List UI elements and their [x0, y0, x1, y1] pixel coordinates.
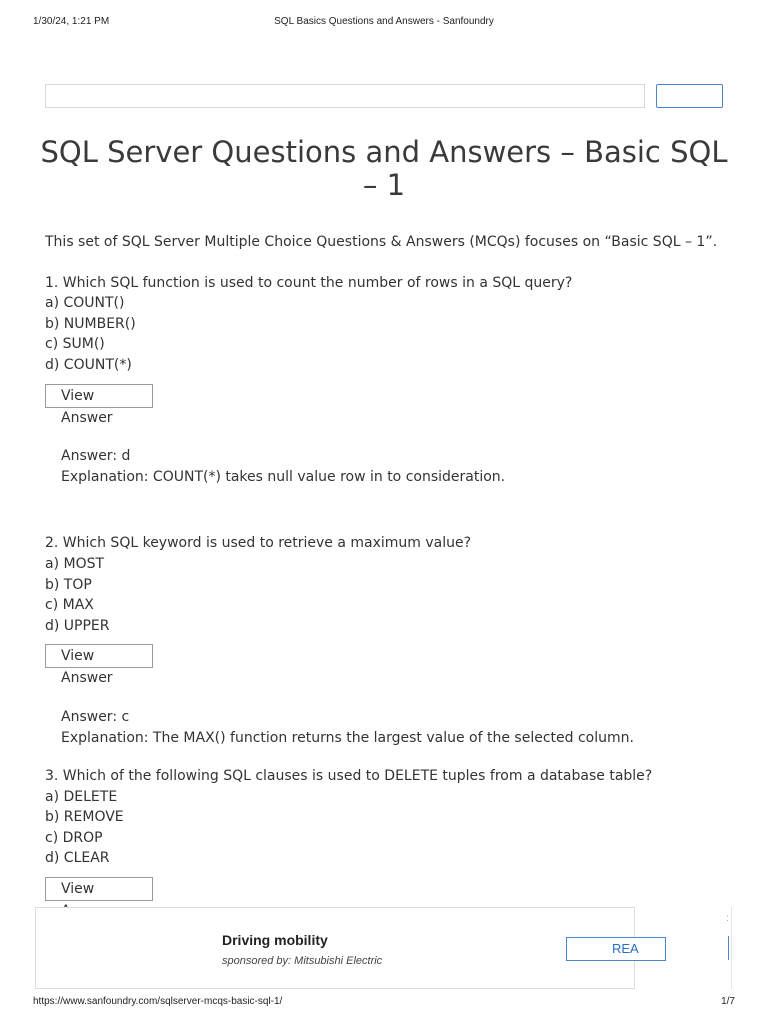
- ad-sponsor: sponsored by: Mitsubishi Electric: [222, 955, 383, 967]
- view-answer-button[interactable]: View Answer: [45, 644, 153, 668]
- ad-cta-button[interactable]: REA: [566, 937, 666, 961]
- article-content: [45, 232, 735, 960]
- explanation-text: Explanation: COUNT(*) takes null value row in to consideration.: [61, 468, 506, 485]
- option-c: c) DROP: [45, 829, 103, 846]
- view-answer-button[interactable]: View Answer: [45, 384, 153, 408]
- print-header: [33, 16, 735, 30]
- option-c: c) MAX: [45, 597, 94, 614]
- option-a: a) COUNT(): [45, 295, 125, 312]
- question-text: 1. Which SQL function is used to count the number of rows in a SQL query?: [45, 274, 573, 291]
- option-b: b) NUMBER(): [45, 315, 136, 332]
- question-text: 2. Which SQL keyword is used to retrieve a maximum value?: [45, 535, 472, 552]
- explanation-text: Explanation: The MAX() function returns the largest value of the selected column.: [61, 729, 634, 746]
- answer-block: [61, 446, 735, 487]
- option-a: a) MOST: [45, 555, 105, 572]
- print-page-number: 1/7: [721, 996, 735, 1007]
- option-a: a) DELETE: [45, 788, 118, 805]
- view-answer-button[interactable]: View: [45, 877, 153, 901]
- article-intro: This set of SQL Server Multiple Choice Questions & Answers (MCQs) focuses on “Basic SQL – 1”.: [45, 234, 718, 250]
- ad-banner[interactable]: [35, 907, 639, 989]
- ad-info-icon[interactable]: :: [726, 913, 729, 924]
- print-datetime: 1/30/24, 1:21 PM: [33, 16, 110, 27]
- question-block-2: [45, 533, 735, 748]
- ad-edge-border: [728, 936, 729, 960]
- option-b: b) REMOVE: [45, 809, 124, 826]
- print-url: https://www.sanfoundry.com/sqlserver-mcqs-basic-sql-1/: [33, 996, 283, 1007]
- option-c: c) SUM(): [45, 336, 105, 353]
- answer-text: Answer: d: [61, 448, 131, 465]
- question-text: 3. Which of the following SQL clauses is used to DELETE tuples from a database table?: [45, 768, 653, 785]
- search-button[interactable]: [656, 84, 723, 108]
- option-d: d) COUNT(*): [45, 356, 132, 373]
- ad-headline[interactable]: Driving mobility: [222, 932, 328, 948]
- print-footer: [33, 996, 735, 1010]
- option-d: d) CLEAR: [45, 850, 110, 867]
- option-d: d) UPPER: [45, 617, 110, 634]
- ad-edge: [692, 907, 732, 989]
- search-input[interactable]: [45, 84, 645, 108]
- print-page-title: SQL Basics Questions and Answers - Sanfoundry: [274, 16, 494, 27]
- page-title: SQL Server Questions and Answers – Basic SQL – 1: [40, 135, 728, 202]
- question-block-1: [45, 273, 735, 488]
- option-b: b) TOP: [45, 576, 92, 593]
- answer-block: [61, 707, 735, 748]
- answer-text: Answer: c: [61, 708, 130, 725]
